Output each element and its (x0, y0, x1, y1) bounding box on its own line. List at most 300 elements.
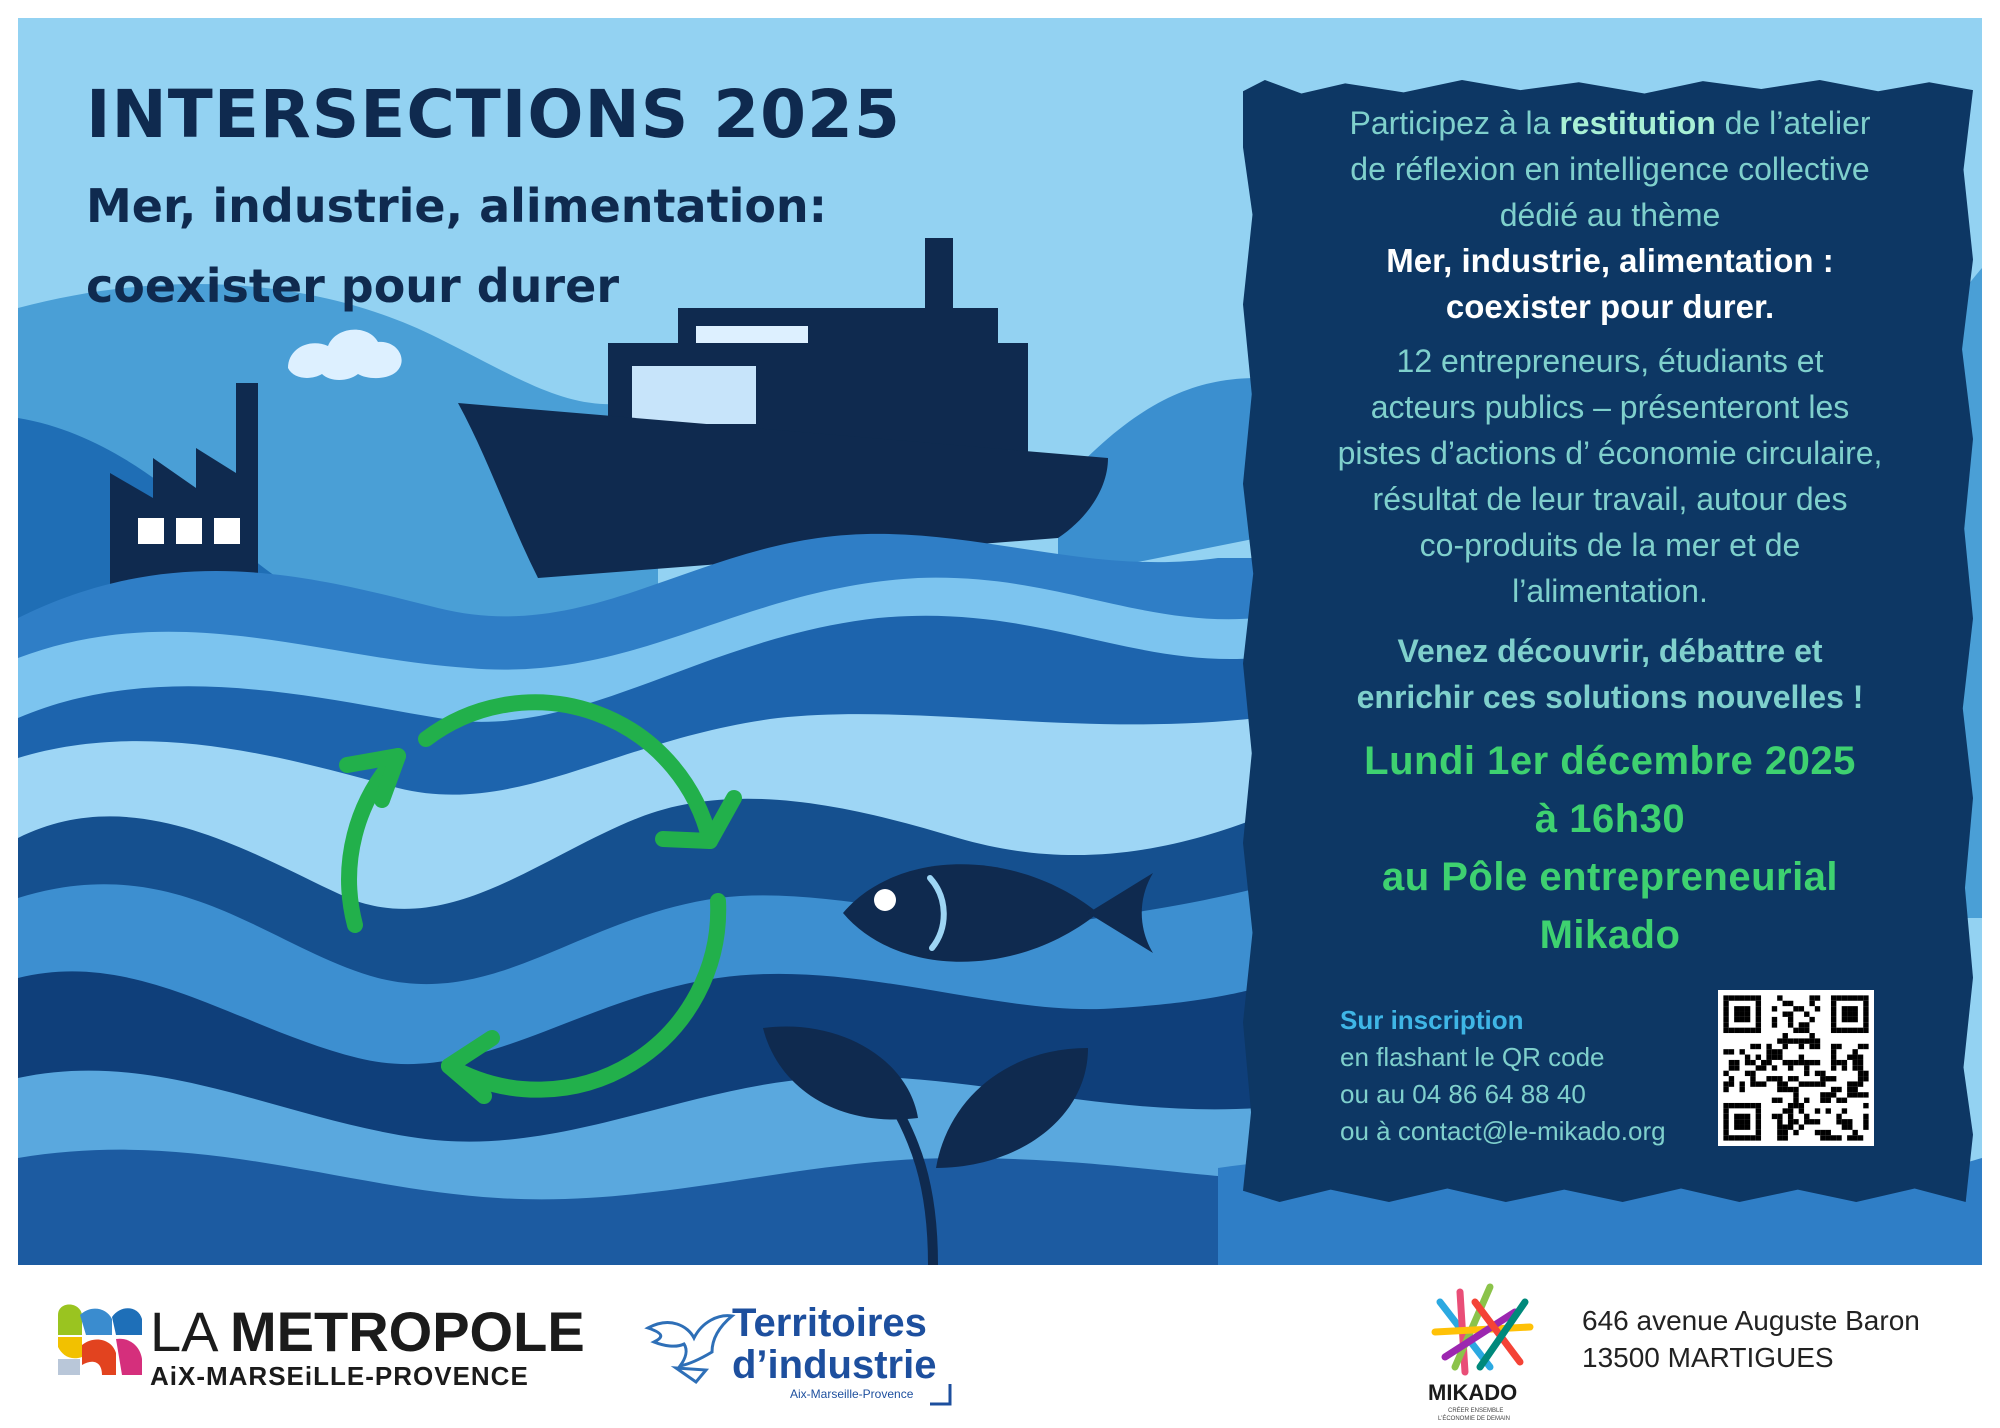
address (1582, 1302, 1920, 1376)
qr-module (1842, 1028, 1847, 1033)
qr-module (1852, 1092, 1857, 1097)
qr-module (1793, 1060, 1798, 1065)
event-time: à 16h30 (1534, 797, 1686, 841)
qr-module (1793, 1038, 1798, 1043)
address-city: 13500 MARTIGUES (1582, 1342, 1834, 1373)
qr-module (1836, 995, 1841, 1000)
qr-module (1842, 1065, 1847, 1070)
qr-module (1847, 1087, 1852, 1092)
qr-module (1740, 1017, 1745, 1022)
qr-module (1831, 1012, 1836, 1017)
qr-module (1847, 1006, 1852, 1011)
qr-module (1847, 1092, 1852, 1097)
qr-module (1831, 1006, 1836, 1011)
territoires-line-1: Territoires (732, 1301, 927, 1345)
qr-module (1783, 1044, 1788, 1049)
qr-module (1740, 1049, 1745, 1054)
desc-line-1: 12 entrepreneurs, étudiants et (1396, 343, 1824, 379)
qr-module (1723, 1119, 1728, 1124)
qr-module (1745, 1119, 1750, 1124)
qr-module (1804, 1071, 1809, 1076)
qr-module (1863, 1022, 1868, 1027)
territoires-logo (640, 1286, 960, 1406)
call-line-1: Venez découvrir, débattre et (1397, 633, 1823, 669)
qr-module (1826, 1108, 1831, 1113)
qr-module (1734, 1124, 1739, 1129)
qr-module (1804, 1038, 1809, 1043)
qr-module (1750, 1060, 1755, 1065)
qr-module (1842, 1124, 1847, 1129)
qr-module (1863, 1017, 1868, 1022)
qr-module (1745, 1012, 1750, 1017)
qr-module (1766, 1076, 1771, 1081)
qr-module (1804, 1098, 1809, 1103)
qr-module (1815, 1038, 1820, 1043)
qr-module (1723, 1081, 1728, 1086)
qr-module (1740, 1135, 1745, 1140)
qr-module (1777, 1038, 1782, 1043)
qr-module (1783, 1001, 1788, 1006)
qr-module (1836, 1098, 1841, 1103)
qr-module (1809, 1060, 1814, 1065)
qr-module (1804, 1081, 1809, 1086)
qr-module (1847, 1017, 1852, 1022)
qr-module (1863, 1076, 1868, 1081)
qr-module (1729, 1060, 1734, 1065)
qr-module (1777, 995, 1782, 1000)
qr-module (1783, 1087, 1788, 1092)
qr-module (1820, 1092, 1825, 1097)
logo-shape-grey (58, 1359, 80, 1375)
qr-module (1809, 995, 1814, 1000)
qr-module (1750, 1081, 1755, 1086)
qr-module (1772, 1076, 1777, 1081)
logo-shape-darkblue (112, 1308, 142, 1335)
qr-module (1863, 1103, 1868, 1108)
qr-module (1852, 1049, 1857, 1054)
mikado-tag-1: CRÉER ENSEMBLE (1448, 1408, 1504, 1414)
qr-module (1756, 1055, 1761, 1060)
call-line-2: enrichir ces solutions nouvelles ! (1356, 679, 1864, 715)
qr-module (1734, 1012, 1739, 1017)
qr-module (1852, 1055, 1857, 1060)
corner-mark-icon (930, 1384, 950, 1404)
qr-module (1788, 1060, 1793, 1065)
qr-module (1842, 1012, 1847, 1017)
qr-module (1723, 1135, 1728, 1140)
logo-shape-magenta (116, 1339, 142, 1375)
eagle-icon (648, 1316, 732, 1366)
qr-module (1852, 1028, 1857, 1033)
qr-module (1745, 1006, 1750, 1011)
registration-phone[interactable]: ou au 04 86 64 88 40 (1340, 1079, 1586, 1109)
qr-module (1788, 1114, 1793, 1119)
qr-module (1740, 1114, 1745, 1119)
qr-module (1793, 1028, 1798, 1033)
qr-module (1723, 1124, 1728, 1129)
qr-module (1842, 1060, 1847, 1065)
qr-module (1766, 1049, 1771, 1054)
qr-module (1783, 1038, 1788, 1043)
qr-module (1788, 1001, 1793, 1006)
qr-module (1793, 1119, 1798, 1124)
qr-module (1756, 1130, 1761, 1135)
qr-module (1826, 1130, 1831, 1135)
qr-module (1809, 1001, 1814, 1006)
qr-module (1772, 1017, 1777, 1022)
qr-module (1793, 1130, 1798, 1135)
qr-module (1723, 1108, 1728, 1113)
eagle-tail-icon (676, 1368, 706, 1382)
qr-module (1772, 1114, 1777, 1119)
territoires-sub: Aix-Marseille-Provence (790, 1387, 914, 1401)
qr-module (1831, 1028, 1836, 1033)
qr-module (1756, 1108, 1761, 1113)
intro-line-2: de réflexion en intelligence collective (1350, 151, 1870, 187)
qr-module (1852, 995, 1857, 1000)
qr-module (1836, 1028, 1841, 1033)
qr-module (1804, 1028, 1809, 1033)
registration-email[interactable]: ou à contact@le-mikado.org (1340, 1116, 1666, 1146)
qr-module (1793, 1006, 1798, 1011)
qr-module (1842, 1119, 1847, 1124)
qr-module (1852, 1087, 1857, 1092)
qr-module (1723, 1049, 1728, 1054)
qr-module (1863, 1012, 1868, 1017)
qr-module (1783, 1081, 1788, 1086)
qr-module (1783, 1012, 1788, 1017)
qr-module (1788, 1119, 1793, 1124)
qr-module (1729, 1076, 1734, 1081)
qr-module (1756, 1001, 1761, 1006)
qr-module (1734, 1065, 1739, 1070)
qr-module (1729, 1065, 1734, 1070)
qr-module (1831, 1060, 1836, 1065)
qr-module (1745, 1114, 1750, 1119)
desc-line-6: l’alimentation. (1512, 573, 1708, 609)
qr-module (1740, 1124, 1745, 1129)
qr-module (1820, 1135, 1825, 1140)
qr-module (1847, 1028, 1852, 1033)
qr-module (1734, 1135, 1739, 1140)
qr-module (1756, 1017, 1761, 1022)
qr-module (1820, 1081, 1825, 1086)
qr-module (1788, 1017, 1793, 1022)
qr-module (1863, 1006, 1868, 1011)
qr-module (1815, 1119, 1820, 1124)
qr-module (1852, 1135, 1857, 1140)
poster-title: INTERSECTIONS 2025 (86, 76, 901, 153)
qr-module (1772, 1006, 1777, 1011)
qr-module (1745, 1060, 1750, 1065)
qr-module (1847, 1012, 1852, 1017)
qr-module (1820, 1130, 1825, 1135)
qr-module (1750, 1103, 1755, 1108)
qr-module (1863, 995, 1868, 1000)
qr-module (1750, 1028, 1755, 1033)
qr-module (1799, 1044, 1804, 1049)
qr-module (1842, 1017, 1847, 1022)
mikado-sticks-icon (1435, 1287, 1530, 1372)
qr-module (1745, 1028, 1750, 1033)
qr-module (1826, 1135, 1831, 1140)
qr-module (1734, 1103, 1739, 1108)
qr-module (1750, 1135, 1755, 1140)
event-date: Lundi 1er décembre 2025 (1364, 739, 1856, 783)
metropole-logo (50, 1295, 590, 1395)
qr-module (1777, 1124, 1782, 1129)
qr-module (1815, 1108, 1820, 1113)
qr-module (1772, 1065, 1777, 1070)
qr-module (1852, 1065, 1857, 1070)
qr-module (1858, 1076, 1863, 1081)
qr-module (1729, 1135, 1734, 1140)
qr-module (1858, 1060, 1863, 1065)
qr-module (1734, 995, 1739, 1000)
qr-module (1858, 1092, 1863, 1097)
qr-module (1734, 1060, 1739, 1065)
qr-module (1799, 1022, 1804, 1027)
metropole-name: METROPOLE (230, 1300, 585, 1363)
qr-module (1788, 1012, 1793, 1017)
qr-module (1777, 1130, 1782, 1135)
qr-module (1745, 1103, 1750, 1108)
qr-module (1809, 1044, 1814, 1049)
logo-shape-green (58, 1305, 82, 1336)
qr-module (1777, 1119, 1782, 1124)
qr-module (1815, 1130, 1820, 1135)
qr-module (1788, 1065, 1793, 1070)
qr-module (1847, 1119, 1852, 1124)
qr-module (1815, 1006, 1820, 1011)
qr-module (1777, 1081, 1782, 1086)
qr-module (1863, 1114, 1868, 1119)
qr-module (1777, 1055, 1782, 1060)
qr-module (1858, 1081, 1863, 1086)
qr-module (1826, 1098, 1831, 1103)
qr-module (1783, 1108, 1788, 1113)
qr-module (1836, 1114, 1841, 1119)
qr-module (1777, 1076, 1782, 1081)
qr-module (1820, 1076, 1825, 1081)
qr-module (1729, 1081, 1734, 1086)
qr-module (1740, 1087, 1745, 1092)
qr-module (1750, 1071, 1755, 1076)
qr-module (1723, 1006, 1728, 1011)
qr-module (1799, 1055, 1804, 1060)
qr-module (1842, 1098, 1847, 1103)
qr-module (1793, 1103, 1798, 1108)
description-text (1300, 338, 1920, 614)
qr-module (1734, 1028, 1739, 1033)
qr-module (1745, 1135, 1750, 1140)
qr-module (1734, 1119, 1739, 1124)
intro-pre: Participez à la (1349, 105, 1560, 141)
qr-module (1756, 1081, 1761, 1086)
qr-module (1804, 1114, 1809, 1119)
qr-module (1847, 995, 1852, 1000)
qr-module (1756, 1022, 1761, 1027)
qr-module (1723, 1012, 1728, 1017)
qr-module (1793, 1098, 1798, 1103)
qr-module (1740, 1119, 1745, 1124)
registration-info (1340, 1002, 1760, 1150)
qr-module (1772, 1098, 1777, 1103)
qr-module (1734, 1006, 1739, 1011)
logo-shape-blue (80, 1309, 112, 1335)
qr-module (1847, 1055, 1852, 1060)
qr-module (1799, 1028, 1804, 1033)
qr-module (1831, 1065, 1836, 1070)
qr-module (1756, 1028, 1761, 1033)
qr-module (1745, 1071, 1750, 1076)
qr-module (1756, 1012, 1761, 1017)
qr-module (1783, 1130, 1788, 1135)
qr-module (1766, 1055, 1771, 1060)
event-venue-line-2: Mikado (1539, 913, 1681, 957)
subtitle-line-2: coexister pour durer (86, 259, 619, 313)
intro-text (1300, 100, 1920, 238)
qr-module (1842, 995, 1847, 1000)
theme-line-1: Mer, industrie, alimentation : (1386, 242, 1834, 279)
qr-module (1799, 1038, 1804, 1043)
qr-module (1756, 1065, 1761, 1070)
qr-module (1729, 995, 1734, 1000)
qr-module (1772, 1022, 1777, 1027)
qr-module (1723, 1087, 1728, 1092)
qr-code[interactable] (1718, 990, 1874, 1146)
qr-module (1756, 1135, 1761, 1140)
qr-module (1863, 1092, 1868, 1097)
qr-module (1809, 1033, 1814, 1038)
qr-module (1852, 1006, 1857, 1011)
qr-module (1729, 1103, 1734, 1108)
qr-module (1831, 1001, 1836, 1006)
intro-bold: restitution (1559, 105, 1716, 141)
qr-module (1723, 1114, 1728, 1119)
theme-line-2: coexister pour durer. (1445, 288, 1775, 325)
event-date-place (1300, 732, 1920, 964)
qr-module (1858, 1071, 1863, 1076)
logo-shape-red (82, 1339, 116, 1375)
qr-module (1852, 1012, 1857, 1017)
qr-module (1799, 1060, 1804, 1065)
qr-module (1750, 995, 1755, 1000)
address-street: 646 avenue Auguste Baron (1582, 1305, 1920, 1336)
qr-module (1772, 1055, 1777, 1060)
qr-module (1831, 1076, 1836, 1081)
qr-module (1842, 1108, 1847, 1113)
qr-module (1815, 1081, 1820, 1086)
qr-module (1831, 1087, 1836, 1092)
qr-module (1734, 1017, 1739, 1022)
qr-module (1826, 1092, 1831, 1097)
qr-module (1842, 1006, 1847, 1011)
qr-module (1852, 1060, 1857, 1065)
qr-module (1831, 1055, 1836, 1060)
qr-module (1820, 1098, 1825, 1103)
qr-module (1788, 1087, 1793, 1092)
registration-qr-line: en flashant le QR code (1340, 1042, 1605, 1072)
qr-module (1734, 1114, 1739, 1119)
qr-module (1761, 1060, 1766, 1065)
qr-module (1723, 1071, 1728, 1076)
desc-line-3: pistes d’actions d’ économie circulaire, (1337, 435, 1883, 471)
qr-module (1852, 1081, 1857, 1086)
qr-module (1831, 1135, 1836, 1140)
qr-module (1761, 1065, 1766, 1070)
qr-module (1826, 1076, 1831, 1081)
qr-module (1777, 1135, 1782, 1140)
qr-module (1799, 1108, 1804, 1113)
qr-module (1799, 1124, 1804, 1129)
qr-module (1777, 1114, 1782, 1119)
qr-module (1858, 1135, 1863, 1140)
metropole-la: LA (150, 1300, 219, 1363)
qr-module (1799, 1081, 1804, 1086)
qr-module (1804, 1022, 1809, 1027)
intro-post: de l’atelier (1715, 105, 1871, 141)
desc-line-4: résultat de leur travail, autour des (1372, 481, 1848, 517)
qr-module (1836, 1044, 1841, 1049)
qr-module (1756, 1119, 1761, 1124)
qr-module (1723, 995, 1728, 1000)
qr-module (1777, 1049, 1782, 1054)
qr-module (1777, 1098, 1782, 1103)
qr-module (1756, 1114, 1761, 1119)
intro-line-3: dédié au thème (1499, 197, 1721, 233)
qr-module (1836, 1119, 1841, 1124)
qr-module (1740, 1012, 1745, 1017)
qr-module (1793, 1087, 1798, 1092)
qr-module (1756, 1124, 1761, 1129)
qr-module (1858, 995, 1863, 1000)
qr-module (1809, 1017, 1814, 1022)
qr-module (1766, 1060, 1771, 1065)
qr-module (1847, 1081, 1852, 1086)
qr-module (1777, 1087, 1782, 1092)
mikado-name: MIKADO (1428, 1380, 1518, 1405)
qr-module (1772, 1049, 1777, 1054)
qr-module (1831, 1092, 1836, 1097)
qr-module (1729, 1028, 1734, 1033)
territoires-line-2: d’industrie (732, 1343, 937, 1387)
qr-module (1804, 1060, 1809, 1065)
qr-module (1766, 1044, 1771, 1049)
qr-module (1858, 1065, 1863, 1070)
qr-module (1799, 1006, 1804, 1011)
qr-module (1745, 995, 1750, 1000)
qr-module (1847, 1124, 1852, 1129)
qr-module (1740, 1006, 1745, 1011)
qr-module (1863, 1044, 1868, 1049)
qr-module (1809, 1119, 1814, 1124)
qr-module (1788, 1108, 1793, 1113)
qr-module (1756, 1006, 1761, 1011)
qr-module (1740, 995, 1745, 1000)
logo-shape-yellow (58, 1337, 82, 1358)
qr-module (1729, 1049, 1734, 1054)
qr-module (1831, 1044, 1836, 1049)
qr-module (1804, 1012, 1809, 1017)
qr-module (1723, 1017, 1728, 1022)
qr-module (1852, 1017, 1857, 1022)
qr-module (1804, 1119, 1809, 1124)
qr-module (1863, 1071, 1868, 1076)
qr-module (1815, 1044, 1820, 1049)
qr-module (1863, 1001, 1868, 1006)
subtitle-line-1: Mer, industrie, alimentation: (86, 179, 828, 233)
